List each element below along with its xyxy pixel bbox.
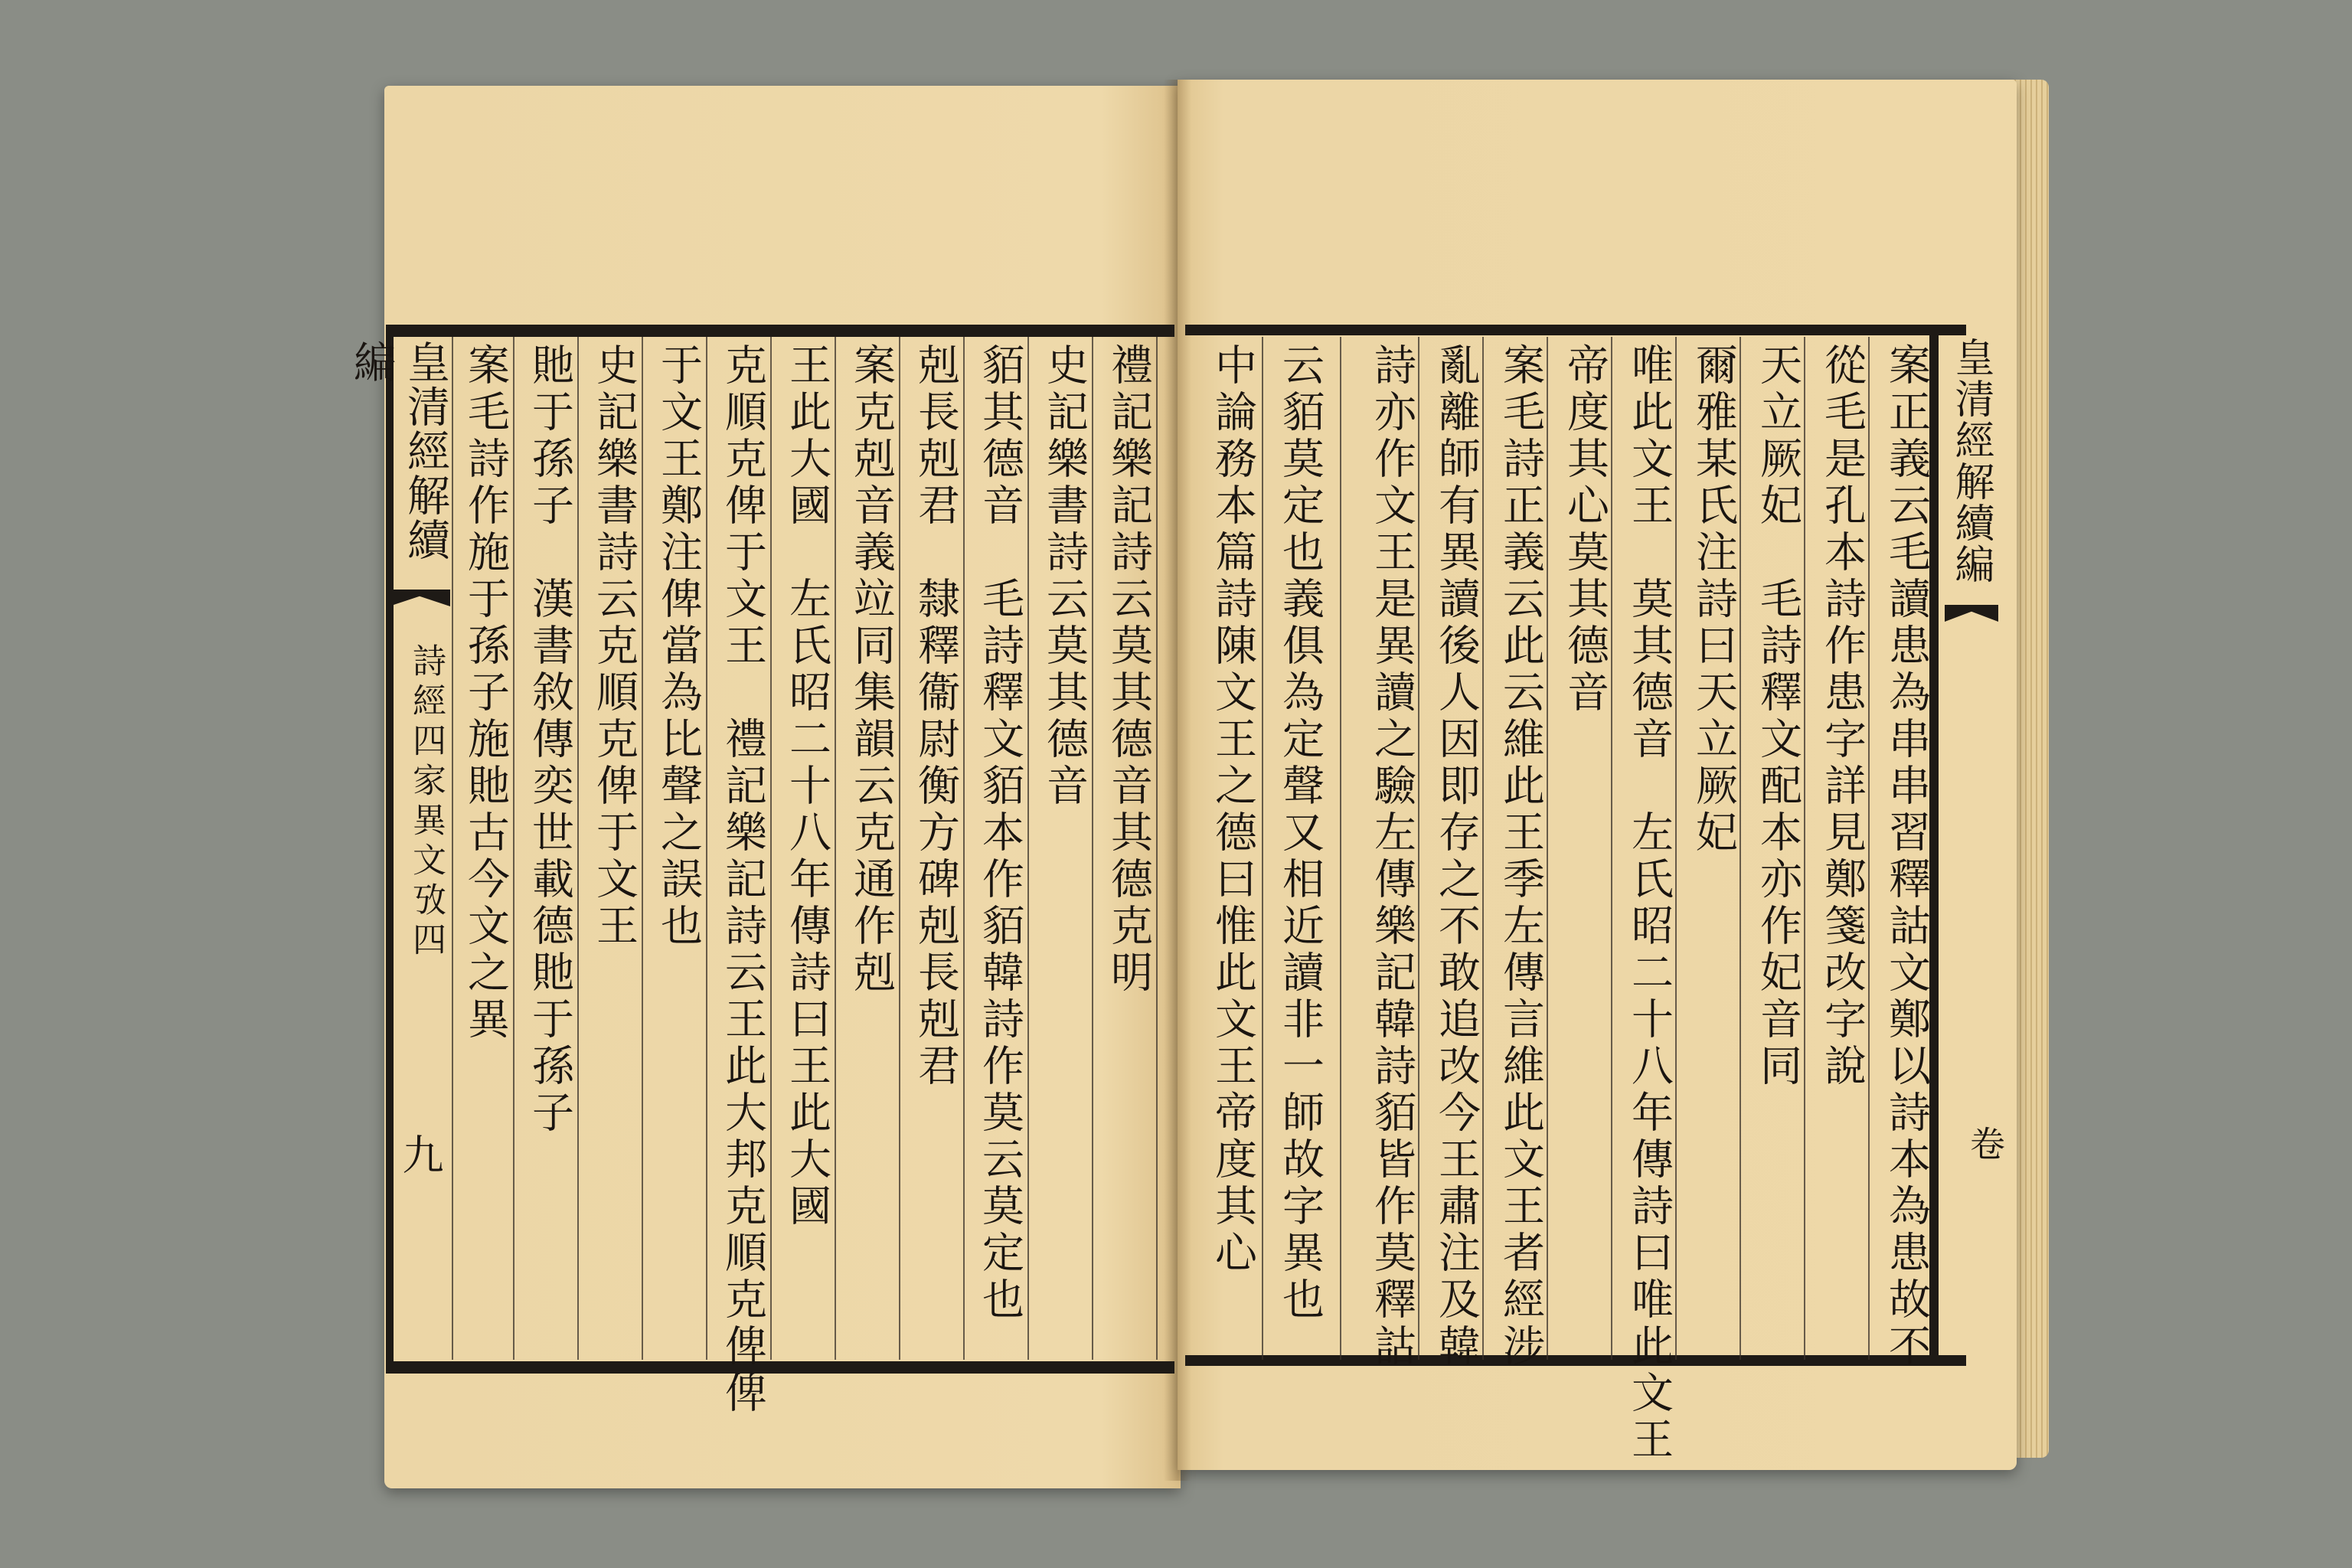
column-divider — [1340, 337, 1341, 1360]
left-spine-subtitle: 詩經四家異文攷四 — [407, 643, 446, 962]
right-column-6: 帝度其心莫其德音 — [1560, 343, 1609, 717]
column-divider — [1675, 337, 1677, 1360]
right-column-9: 詩亦作文王是異讀之驗左傳樂記韓詩貊皆作莫釋詁 — [1367, 343, 1416, 1370]
column-divider — [577, 337, 579, 1360]
left-bottom-border — [386, 1361, 1174, 1374]
left-column-5: 案克剋音義竝同集韻云克通作剋 — [847, 343, 896, 997]
left-column-2: 史記樂書詩云莫其德音 — [1040, 343, 1089, 810]
right-column-7: 案毛詩正義云此云維此王季左傳言維此文王者經涉 — [1496, 343, 1545, 1370]
left-top-border — [386, 325, 1174, 337]
column-divider — [1611, 337, 1612, 1360]
column-divider — [642, 337, 643, 1360]
column-divider — [1156, 337, 1158, 1360]
right-column-10: 云貊莫定也義俱為定聲又相近讀非一師故字異也 — [1276, 343, 1325, 1324]
left-column-9: 史記樂書詩云克順克俾于文王 — [590, 343, 639, 950]
column-divider — [452, 337, 453, 1360]
column-divider — [1547, 337, 1548, 1360]
column-divider — [1740, 337, 1741, 1360]
right-top-border — [1185, 325, 1966, 335]
left-side-border — [386, 325, 394, 1374]
right-column-3: 天立厥妃 毛詩釋文配本亦作妃音同 — [1753, 343, 1802, 1090]
left-column-4: 剋長剋君 隸釋衞尉衡方碑剋長剋君 — [911, 343, 960, 1090]
column-divider — [770, 337, 772, 1360]
right-side-number: 卷 — [1965, 1125, 2006, 1161]
column-divider — [899, 337, 900, 1360]
column-divider — [963, 337, 965, 1360]
left-column-10: 貤于孫子 漢書敘傳奕世載德貤于孫子 — [525, 343, 574, 1137]
right-running-head: 皇清經解續編 — [1948, 337, 1994, 585]
column-divider — [706, 337, 707, 1360]
left-column-11: 案毛詩作施于孫子施貤古今文之異 — [461, 343, 510, 1044]
column-divider — [1418, 337, 1419, 1360]
column-divider — [1092, 337, 1093, 1360]
column-divider — [513, 337, 514, 1360]
left-spine-title: 皇清經解續編 — [347, 340, 450, 562]
right-column-11: 中論務本篇詩陳文王之德曰惟此文王帝度其心 — [1208, 343, 1257, 1277]
column-divider — [835, 337, 836, 1360]
column-divider — [1027, 337, 1029, 1360]
folio-number: 九 — [396, 1133, 444, 1174]
left-column-3: 貊其德音 毛詩釋文貊本作貊韓詩作莫云莫定也 — [975, 343, 1024, 1324]
left-column-8: 于文王鄭注俾當為比聲之誤也 — [654, 343, 703, 950]
left-column-1: 禮記樂記詩云莫其德音其德克明 — [1104, 343, 1153, 997]
column-divider — [1262, 337, 1263, 1360]
right-bottom-border — [1185, 1355, 1966, 1366]
right-column-2: 從毛是孔本詩作患字詳見鄭箋改字說 — [1818, 343, 1867, 1090]
right-column-4: 爾雅某氏注詩曰天立厥妃 — [1689, 343, 1738, 857]
left-column-6: 王此大國 左氏昭二十八年傳詩曰王此大國 — [782, 343, 831, 1230]
left-column-7: 克順克俾于文王 禮記樂記詩云王此大邦克順克俾俾 — [718, 343, 767, 1417]
column-divider — [1868, 337, 1870, 1360]
right-column-1: 案正義云毛讀患為串串習釋詁文鄭以詩本為患故不 — [1882, 343, 1931, 1370]
book-gutter — [1164, 80, 1191, 1481]
column-divider — [1482, 337, 1484, 1360]
column-divider — [1804, 337, 1805, 1360]
right-column-5: 唯此文王 莫其德音 左氏昭二十八年傳詩曰唯此文王 — [1625, 343, 1674, 1464]
right-column-8: 亂離師有異讀後人因即存之不敢追改今王肅注及韓 — [1432, 343, 1481, 1370]
